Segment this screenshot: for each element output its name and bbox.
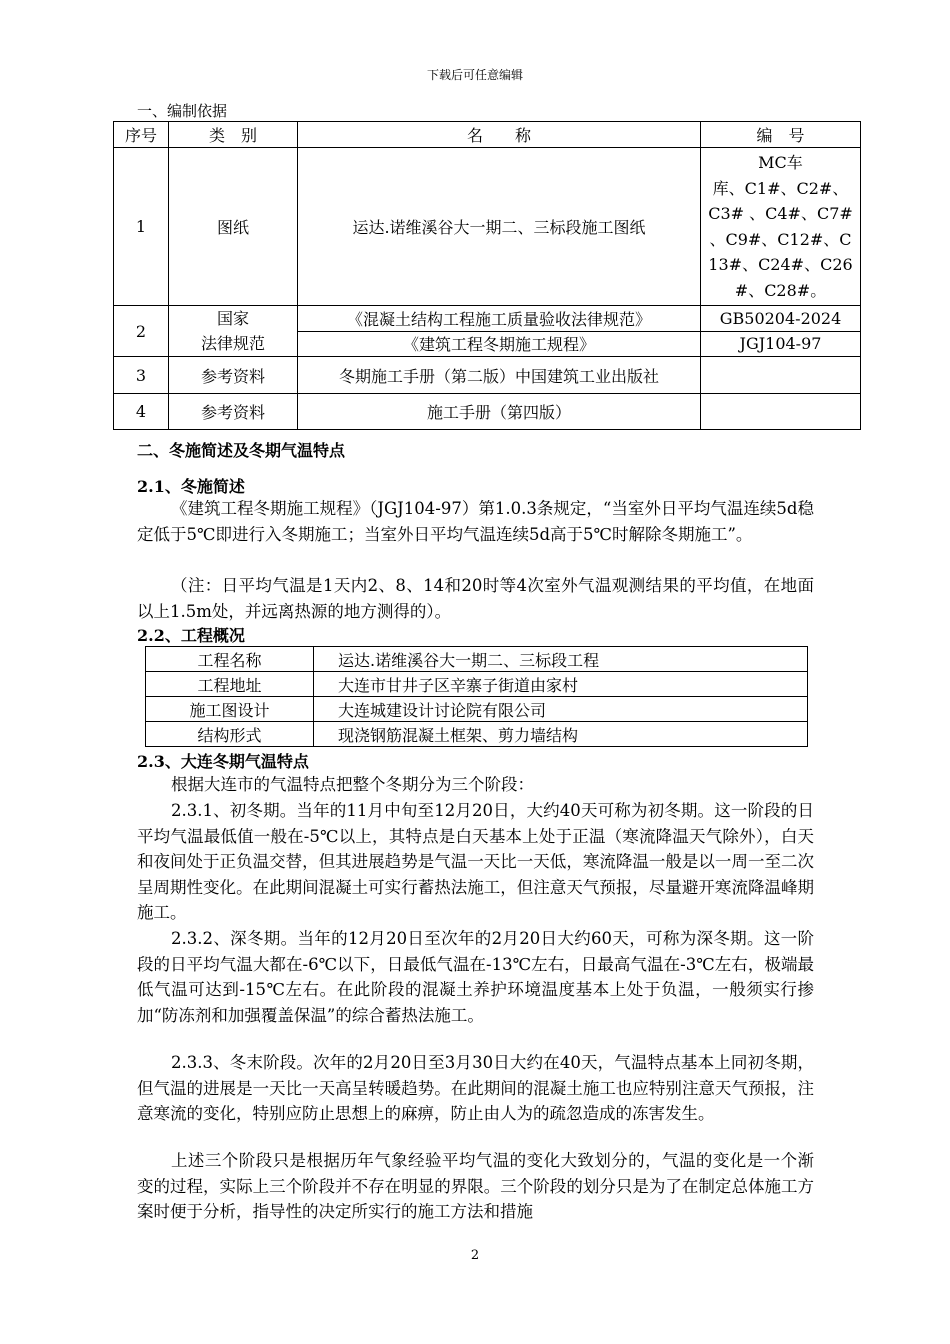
row-number: 3 xyxy=(114,357,169,394)
overview-value: 现浇钢筋混凝土框架、剪力墙结构 xyxy=(314,722,808,747)
code-line: 、C9#、C12#、C xyxy=(709,229,852,249)
row-category: 参考资料 xyxy=(169,394,298,430)
table-row xyxy=(146,722,808,747)
row-name: 冬期施工手册（第二版）中国建筑工业出版社 xyxy=(298,357,701,394)
overview-value: 大连市甘井子区辛寨子街道由家村 xyxy=(314,672,808,697)
row-number: 2 xyxy=(114,306,169,357)
s23-intro: 根据大连市的气温特点把整个冬期分为三个阶段： xyxy=(171,775,534,794)
row-number: 1 xyxy=(114,148,169,306)
table-row xyxy=(146,672,808,697)
s23-paragraph-3: 2.3.3、冬末阶段。次年的2月20日至3月30日大约在40天，气温特点基本上同初冬期，但气温的进展是一天比一天高呈转暖趋势。在此期间的混凝土施工也应特别注意天气预报，注意寒流的变化，特别应防止思想上的麻痹，防止由人为的疏忽造成的冻害发生。 xyxy=(137,1053,814,1124)
header-cell: 名 称 xyxy=(298,122,701,148)
table-row xyxy=(114,306,861,332)
table-row xyxy=(114,148,861,306)
row-name: 运达.诺维溪谷大一期二、三标段施工图纸 xyxy=(298,148,701,306)
s23-paragraph-2: 2.3.2、深冬期。当年的12月20日至次年的2月20日大约60天，可称为深冬期。这一阶段的日平均气温大都在-6℃以下，日最低气温在-13℃左右，日最高气温在-3℃左右，极端最低气温可达到-15℃左右。在此阶段的混凝土养护环境温度基本上处于负温，一般须实行掺加“防冻剂和加强覆盖保温”的综合蓄热法施工。 xyxy=(137,929,814,1025)
row-codes xyxy=(701,148,861,306)
overview-label: 施工图设计 xyxy=(146,697,314,722)
row-number: 4 xyxy=(114,394,169,430)
s21-paragraph-2: （注：日平均气温是1天内2、8、14和20时等4次室外气温观测结果的平均值，在地面以上1.5m处，并远离热源的地方测得的）。 xyxy=(137,576,814,621)
category-line: 法律规范 xyxy=(200,334,265,353)
table-row xyxy=(114,357,861,394)
table-row xyxy=(146,697,808,722)
table-row xyxy=(146,647,808,672)
header-cell: 类 别 xyxy=(169,122,298,148)
s23-paragraph-4: 上述三个阶段只是根据历年气象经验平均气温的变化大致划分的，气温的变化是一个渐变的过程，实际上三个阶段并不存在明显的界限。三个阶段的划分只是为了在制定总体施工方案时便于分析，指导性的决定所实行的施工方法和措施 xyxy=(137,1151,814,1222)
code-line: 13#、C24#、C26 xyxy=(708,255,853,274)
row-name: 《建筑工程冬期施工规程》 xyxy=(298,331,701,357)
row-code: GB50204-2024 xyxy=(701,306,861,332)
overview-value: 运达.诺维溪谷大一期二、三标段工程 xyxy=(314,647,808,672)
table-row xyxy=(114,394,861,430)
row-code xyxy=(701,394,861,430)
s21-paragraph-1: 《建筑工程冬期施工规程》（JGJ104-97）第1.0.3条规定，“当室外日平均气温连续5d稳定低于5℃即进行入冬期施工；当室外日平均气温连续5d高于5℃时解除冬期施工”。 xyxy=(137,499,814,544)
row-name: 《混凝土结构工程施工质量验收法律规范》 xyxy=(298,306,701,332)
s23-title: 2.3、大连冬期气温特点 xyxy=(137,752,309,771)
code-line: C3# 、C4#、C7# xyxy=(708,204,853,223)
row-category: 参考资料 xyxy=(169,357,298,394)
code-line: #、C28#。 xyxy=(734,280,827,300)
overview-value: 大连城建设计讨论院有限公司 xyxy=(314,697,808,722)
page-number: 2 xyxy=(470,1248,480,1263)
row-category: 图纸 xyxy=(169,148,298,306)
s22-title: 2.2、工程概况 xyxy=(137,626,245,645)
header-cell: 编 号 xyxy=(701,122,861,148)
s23-paragraph-1: 2.3.1、初冬期。当年的11月中旬至12月20日，大约40天可称为初冬期。这一阶段的日平均气温最低值一般在-5℃以上，其特点是白天基本上处于正温（寒流降温天气除外），白天和夜间处于正负温交替，但其进展趋势是气温一天比一天低，寒流降温一般是以一周一至二次呈周期性变化。在此期间混凝土可实行蓄热法施工，但注意天气预报，尽量避开寒流降温峰期施工。 xyxy=(137,801,814,923)
section1-title: 一、编制依据 xyxy=(137,102,228,120)
table-header-row xyxy=(114,122,861,148)
header-cell: 序号 xyxy=(114,122,169,148)
code-line: 库、C1#、C2#、 xyxy=(712,178,849,198)
overview-label: 结构形式 xyxy=(146,722,314,747)
row-code xyxy=(701,357,861,394)
project-overview-table xyxy=(145,646,808,747)
s21-title: 2.1、冬施简述 xyxy=(137,477,245,496)
header-note: 下载后可任意编辑 xyxy=(426,68,523,82)
overview-label: 工程地址 xyxy=(146,672,314,697)
code-line: MC车 xyxy=(758,153,803,172)
category-line: 国家 xyxy=(216,309,249,328)
row-category xyxy=(169,306,298,357)
overview-label: 工程名称 xyxy=(146,647,314,672)
row-code: JGJ104-97 xyxy=(701,331,861,357)
row-name: 施工手册（第四版） xyxy=(298,394,701,430)
reference-table xyxy=(113,121,861,430)
section2-title: 二、冬施简述及冬期气温特点 xyxy=(137,441,346,460)
